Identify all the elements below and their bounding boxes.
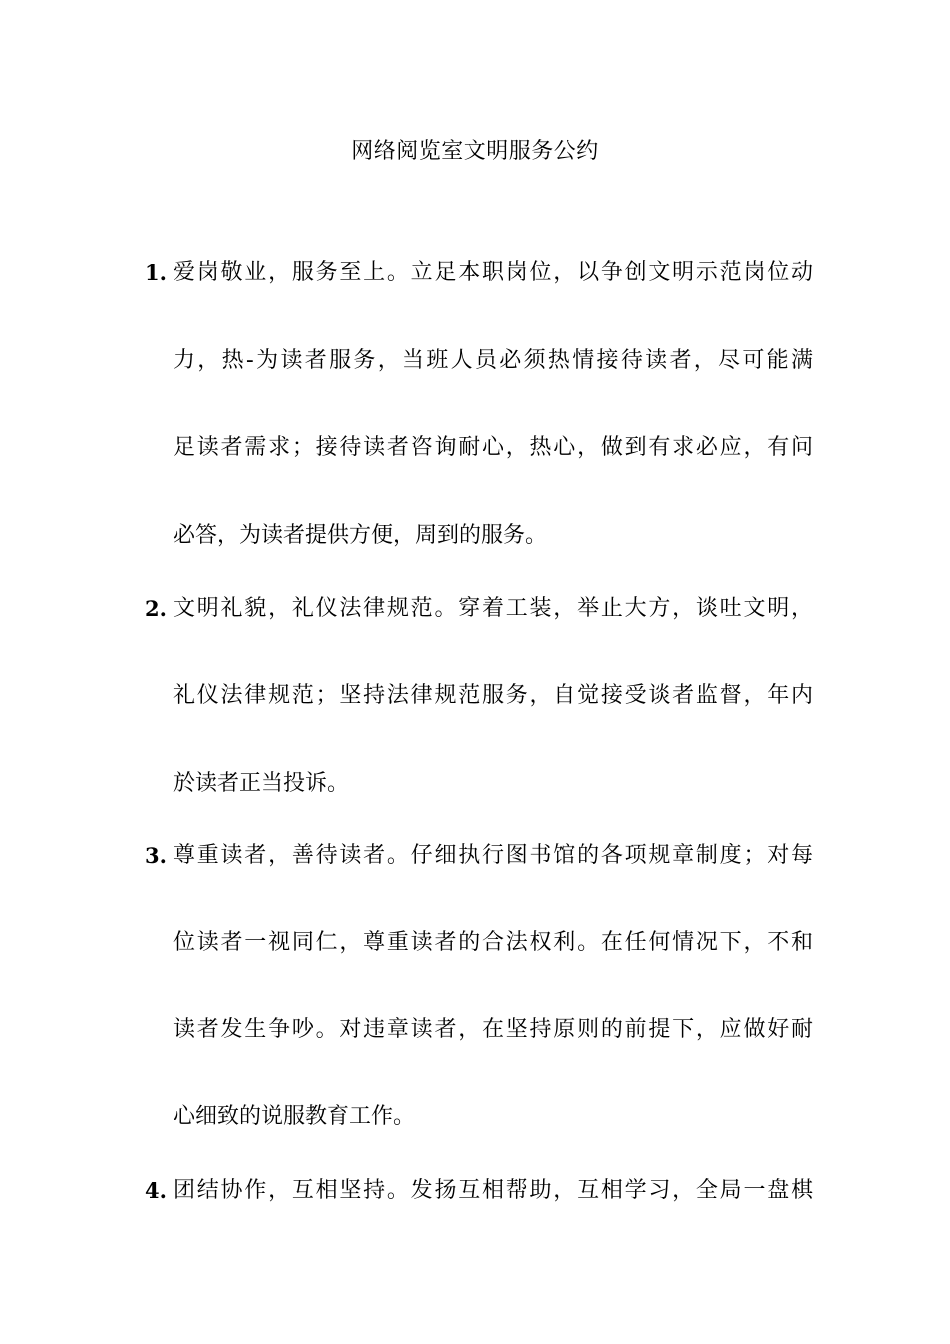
item-text-line: 位读者一视同仁，尊重读者的合法权利。在任何情况下，不和: [173, 930, 813, 955]
item-text-line: 爱岗敬业，服务至上。立足本职岗位，以争创文明示范岗位动: [173, 260, 813, 285]
item-text-line: 心细致的说服教育工作。: [173, 1104, 416, 1129]
item-text-line: 团结协作，互相坚持。发扬互相帮助，互相学习，全局一盘棋: [173, 1178, 813, 1203]
document-title: 网络阅览室文明服务公约: [351, 139, 599, 164]
item-text-line: 礼仪法律规范；坚持法律规范服务，自觉接受谈者监督，年内: [173, 683, 813, 708]
item-number: 2.: [145, 596, 167, 621]
item-text-line: 必答，为读者提供方便，周到的服务。: [173, 523, 548, 548]
item-number: 3.: [145, 843, 167, 868]
item-text-line: 足读者需求；接待读者咨询耐心，热心，做到有求必应，有问: [173, 435, 813, 460]
item-text-line: 力，热-为读者服务，当班人员必须热情接待读者，尽可能满: [173, 348, 813, 373]
item-text-line: 於读者正当投诉。: [173, 771, 350, 796]
item-text-line: 尊重读者，善待读者。仔细执行图书馆的各项规章制度；对每: [173, 843, 813, 868]
item-text-line: 读者发生争吵。对违章读者，在坚持原则的前提下，应做好耐: [173, 1017, 813, 1042]
item-text-line: 文明礼貌，礼仪法律规范。穿着工装，举止大方，谈吐文明，: [173, 596, 813, 621]
item-number: 4.: [145, 1178, 167, 1203]
item-number: 1.: [145, 260, 167, 285]
